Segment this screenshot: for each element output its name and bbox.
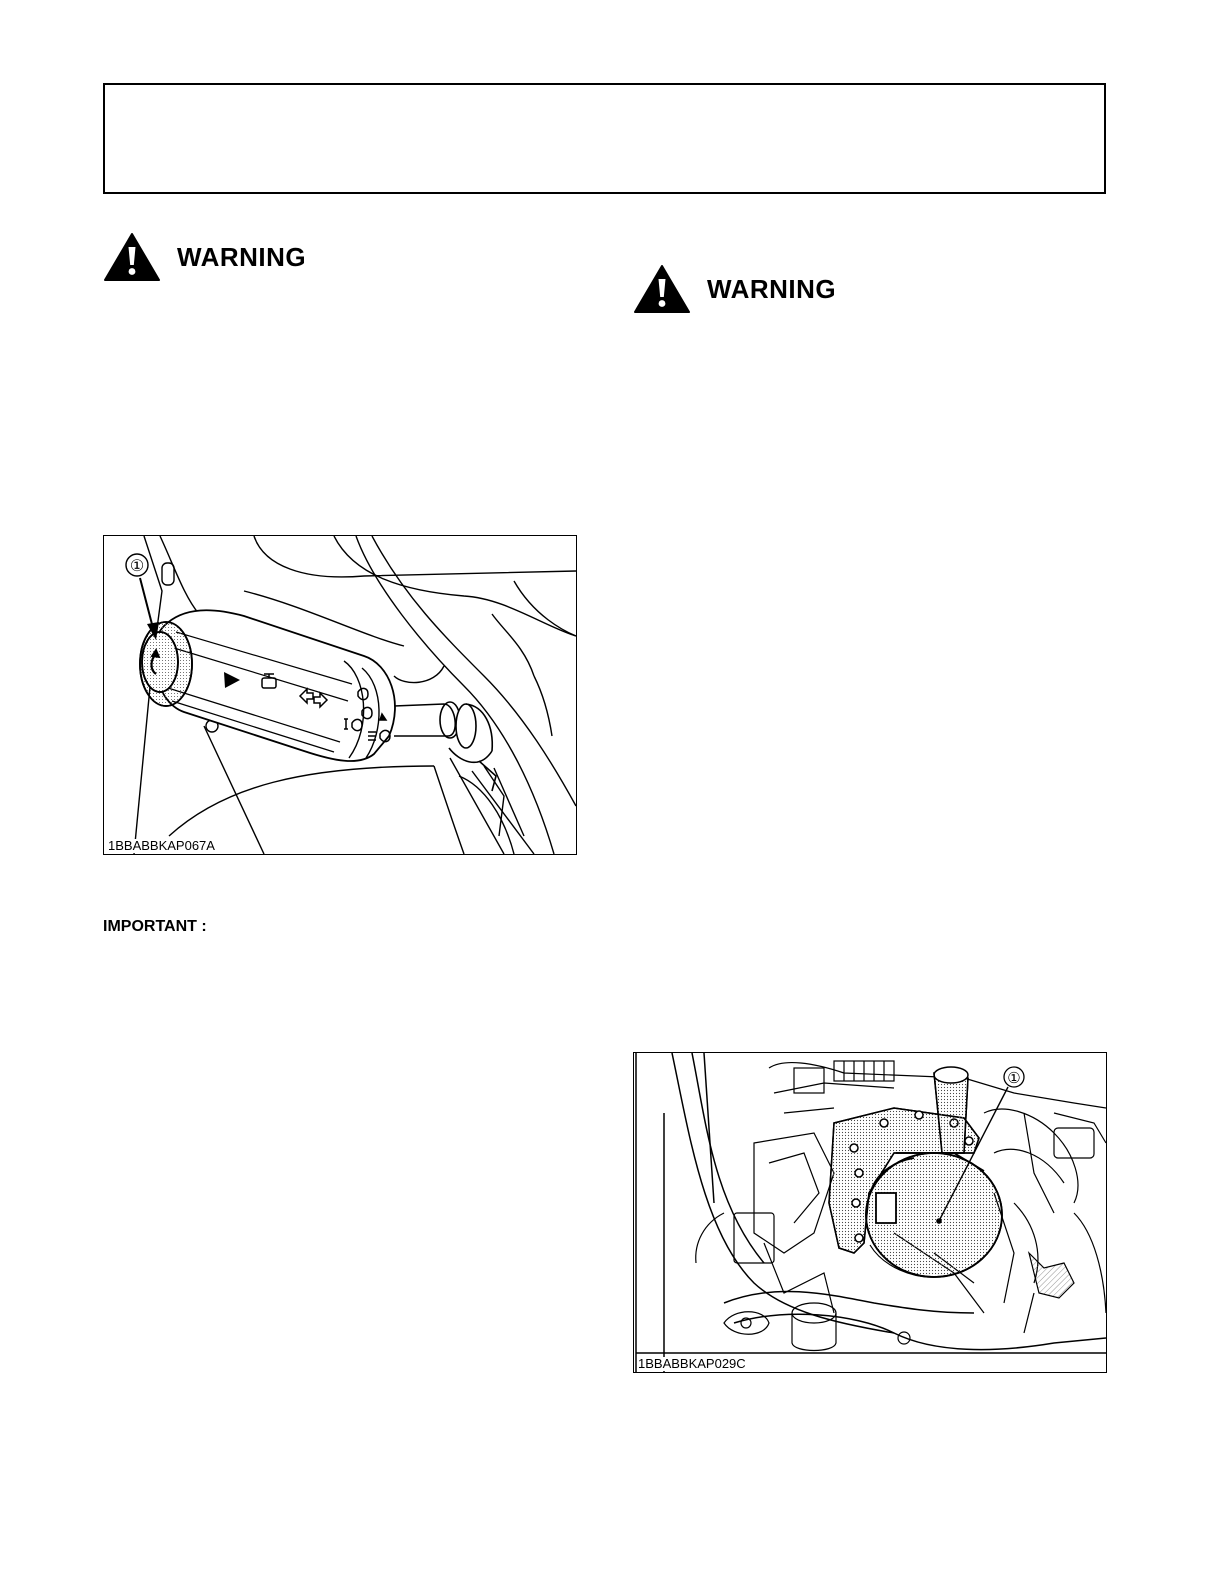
warning-label: WARNING	[707, 273, 837, 304]
warning-triangle-icon	[633, 264, 691, 314]
warning-heading-left	[103, 232, 306, 282]
lever-switch-illustration	[104, 536, 576, 854]
warning-triangle-icon	[103, 232, 161, 282]
engine-compartment-illustration	[634, 1053, 1106, 1372]
figure-lever-switch	[103, 535, 577, 855]
warning-label: WARNING	[177, 241, 307, 272]
callout-number: ①	[129, 558, 145, 575]
callout-number: ①	[1007, 1070, 1021, 1087]
figure-code: 1BBABBKAP067A	[108, 838, 215, 853]
figure-engine-compartment	[633, 1052, 1107, 1373]
warning-heading-right	[633, 264, 836, 314]
important-label: IMPORTANT :	[103, 918, 207, 935]
figure-code: 1BBABBKAP029C	[638, 1356, 746, 1371]
header-box	[103, 83, 1106, 194]
